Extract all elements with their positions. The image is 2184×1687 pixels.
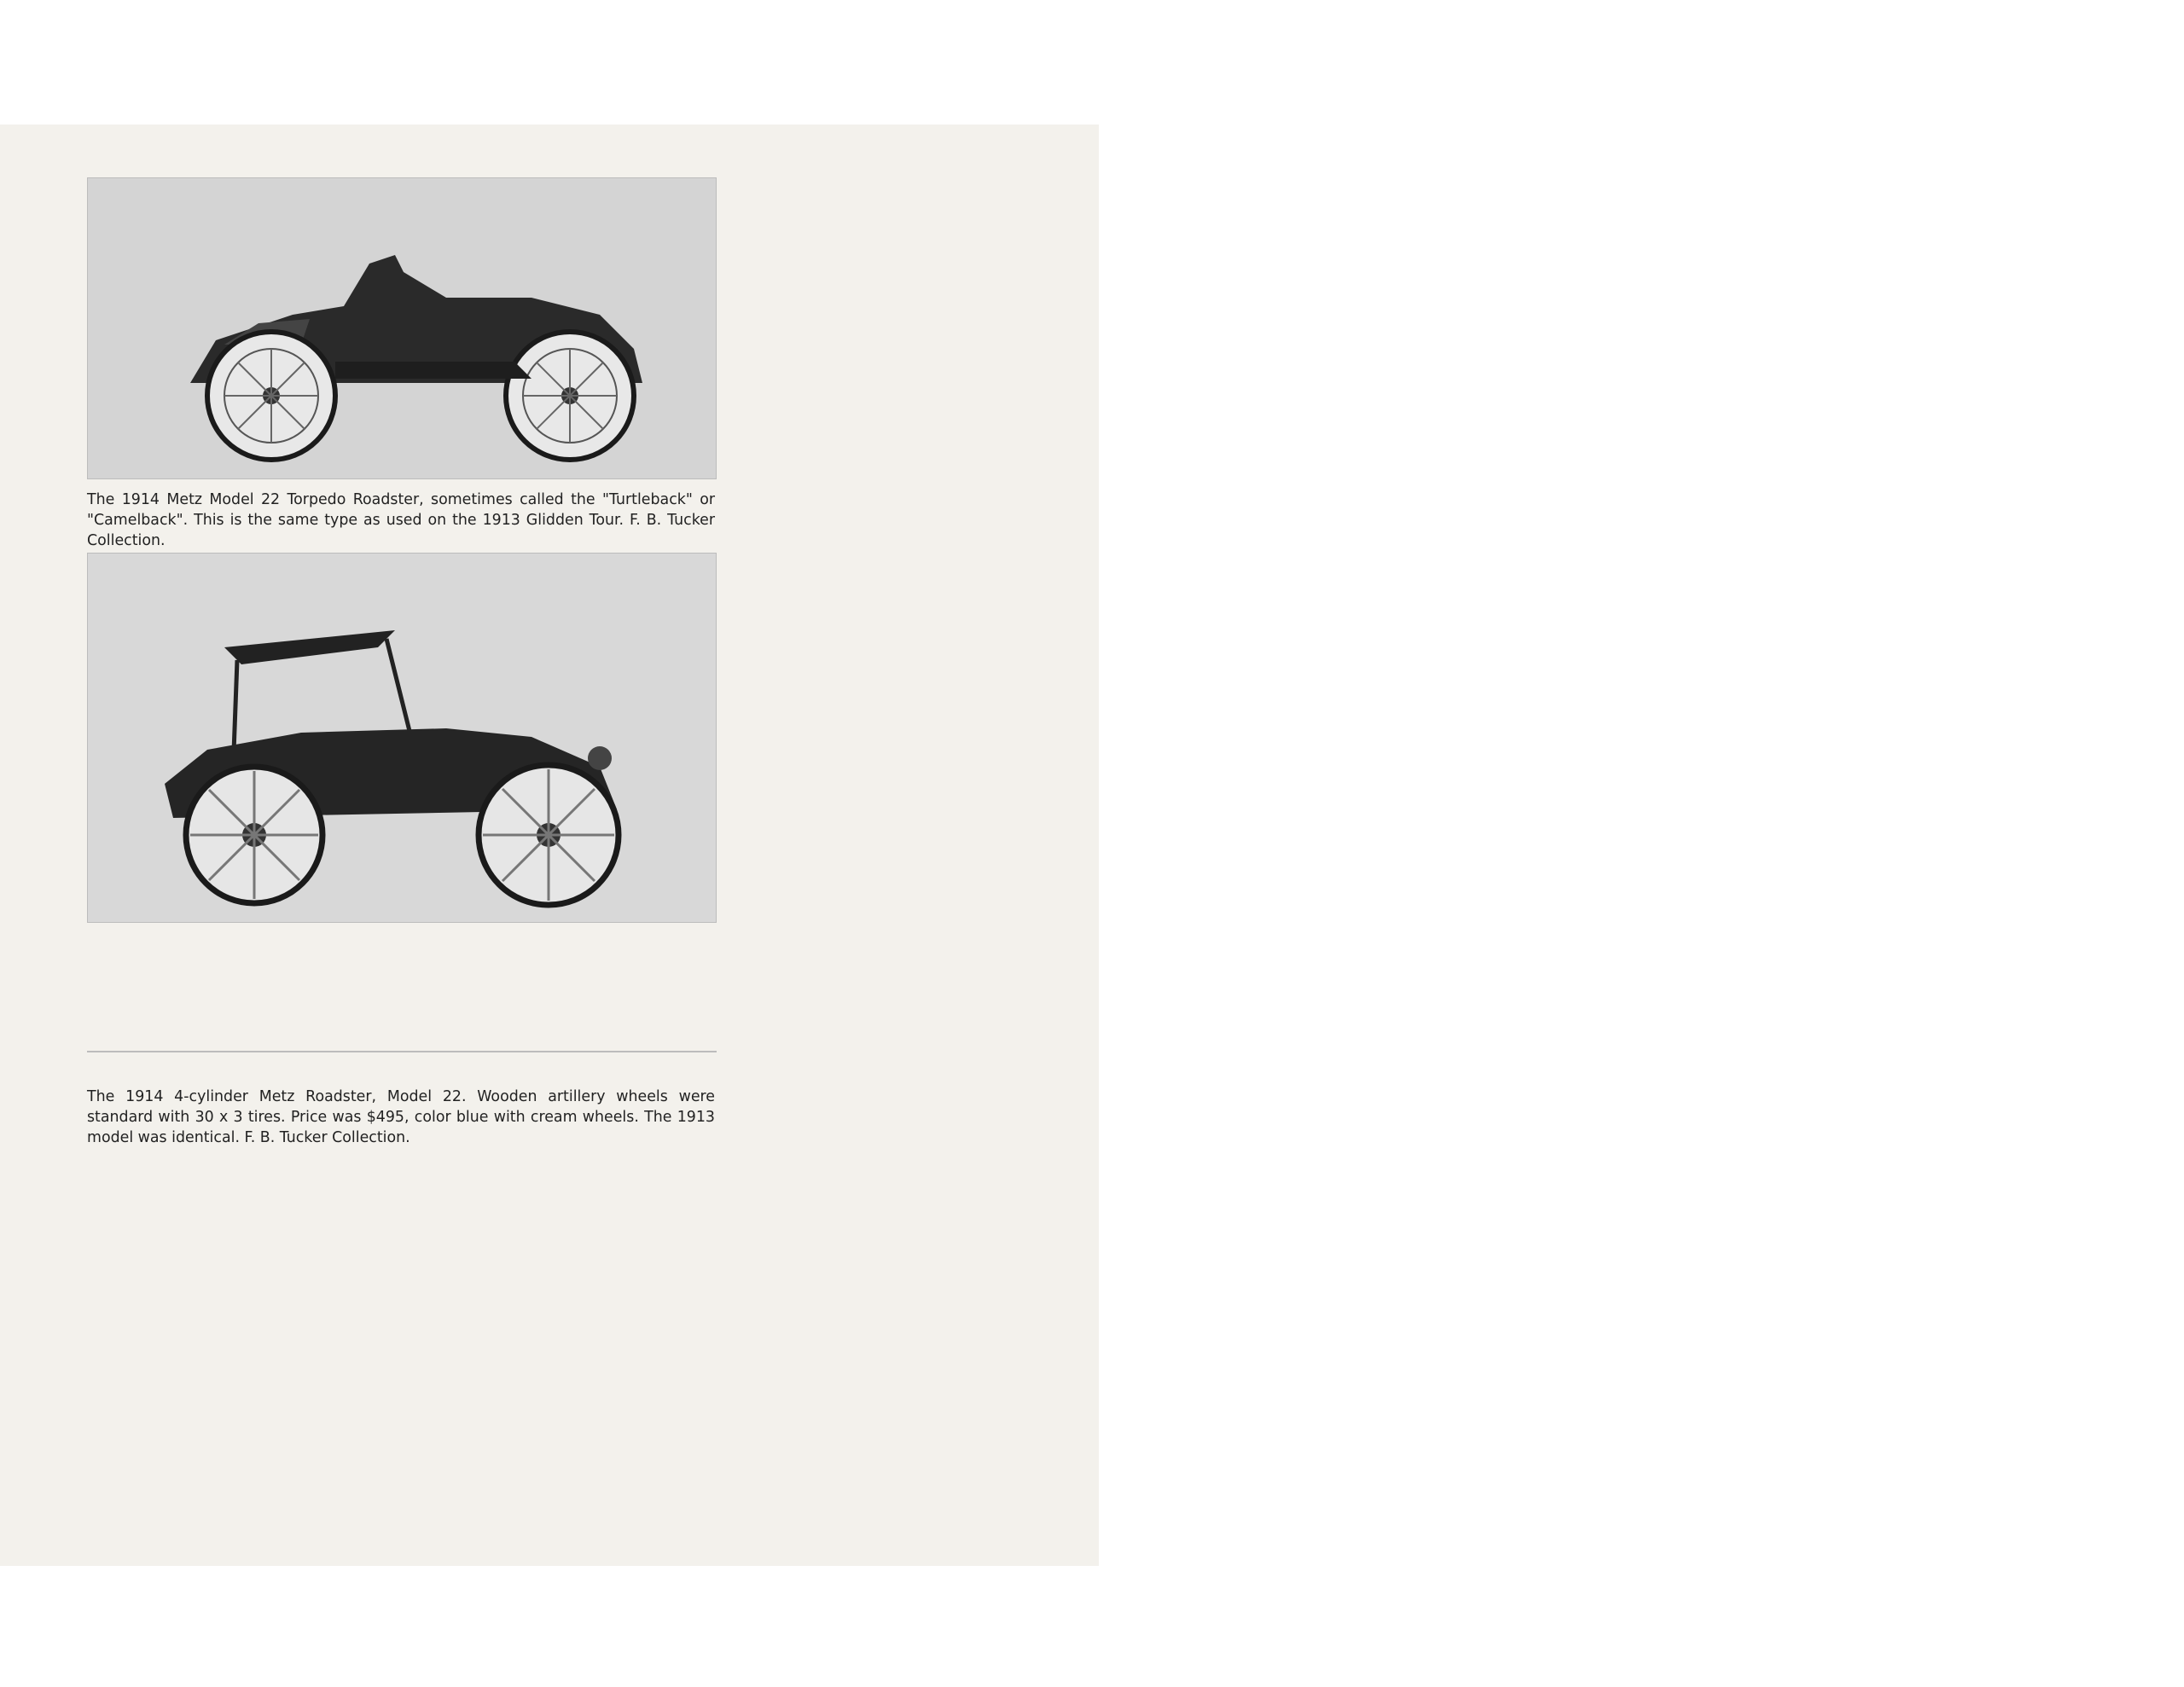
torpedo-roadster-photo (87, 177, 717, 479)
roadster-photo (87, 553, 717, 923)
spacer-300 (87, 1051, 717, 1052)
left-page (0, 125, 1099, 1566)
roadster-image (88, 554, 716, 922)
torpedo-roadster-image (88, 178, 716, 478)
photo-caption-torpedo: The 1914 Metz Model 22 Torpedo Roadster, sometimes called the "Turtleback" or "Camelback". This is the same type as used on the 1913 Glidden Tour. F. B. Tucker Collection. (87, 491, 715, 549)
magazine-spread (0, 125, 2184, 1566)
photo-caption-roadster: The 1914 4-cylinder Metz Roadster, Model 22. Wooden artillery wheels were standard with 30 x 3 tires. Price was $495, color blue with cream wheels. The 1913 model was identical. F. B. Tucker Collection. (87, 1088, 715, 1146)
